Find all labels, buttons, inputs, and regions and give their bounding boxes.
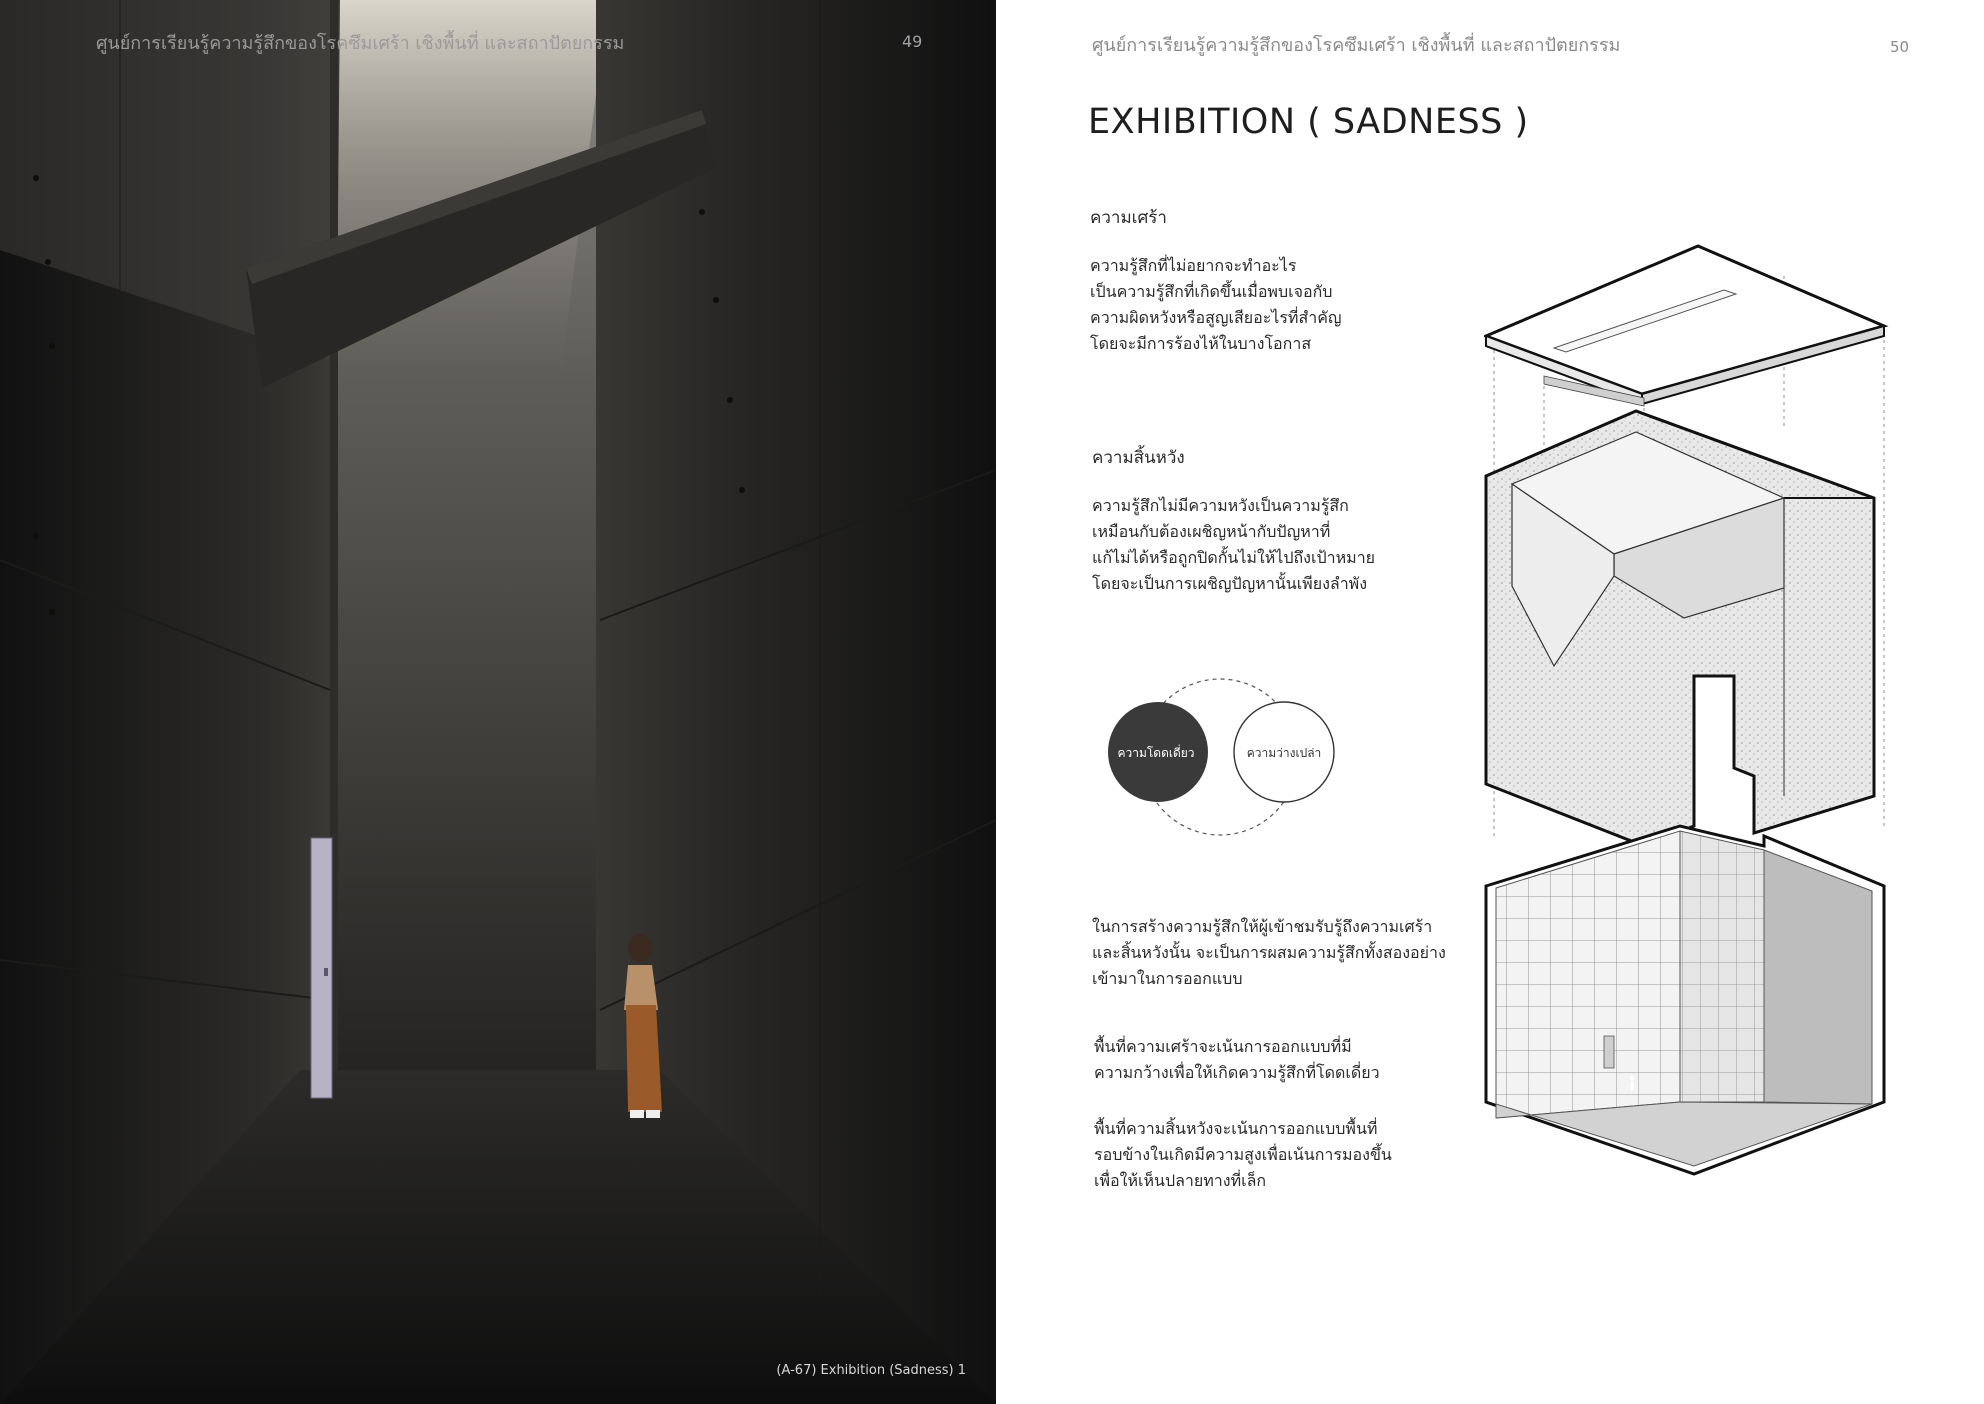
paragraph-sadness-space bbox=[1094, 1034, 1484, 1086]
paragraph-line: เป็นความรู้สึกที่เกิดขึ้นเมื่อพบเจอกับ bbox=[1090, 282, 1333, 301]
exploded-axonometric-diagram bbox=[1484, 236, 1894, 1176]
right-page-number: 50 bbox=[1890, 38, 1910, 56]
right-page bbox=[996, 0, 1984, 1404]
roof-slab bbox=[1486, 246, 1884, 406]
paragraph-line: แก้ไม่ได้หรือถูกปิดกั้นไม่ให้ไปถึงเป้าหมาย bbox=[1092, 548, 1376, 567]
concrete-volume bbox=[1486, 411, 1874, 846]
paragraph-line: ความผิดหวังหรือสูญเสียอะไรที่สำคัญ bbox=[1090, 308, 1342, 327]
section-heading: ความสิ้นหวัง bbox=[1092, 448, 1185, 468]
paragraph-line: ในการสร้างความรู้สึกให้ผู้เข้าชมรับรู้ถึงความเศร้า bbox=[1092, 917, 1433, 936]
paragraph-line: โดยจะมีการร้องไห้ในบางโอกาส bbox=[1090, 334, 1312, 353]
left-page-number: 49 bbox=[902, 32, 923, 51]
section-paragraph bbox=[1090, 253, 1470, 357]
paragraph-design bbox=[1092, 914, 1482, 992]
section-hopeless bbox=[1092, 444, 1482, 597]
paragraph-line: ความรู้สึกที่ไม่อยากจะทำอะไร bbox=[1090, 256, 1297, 275]
paragraph-line: โดยจะเป็นการเผชิญปัญหานั้นเพียงลำพัง bbox=[1092, 574, 1368, 593]
paragraph-line: เหมือนกับต้องเผชิญหน้ากับปัญหาที่ bbox=[1092, 522, 1331, 541]
image-caption: (A-67) Exhibition (Sadness) 1 bbox=[776, 1363, 966, 1378]
paragraph-line: และสิ้นหวังนั้น จะเป็นการผสมความรู้สึกทั้งสองอย่าง bbox=[1092, 943, 1446, 962]
right-running-header: ศูนย์การเรียนรู้ความรู้สึกของโรคซึมเศร้า เชิงพื้นที่ และสถาปัตยกรรม bbox=[1092, 35, 1621, 56]
paragraph-line: เพื่อให้เห็นปลายทางที่เล็ก bbox=[1094, 1171, 1267, 1190]
paragraph-hopeless-space bbox=[1094, 1116, 1484, 1194]
paragraph-line: ความกว้างเพื่อให้เกิดความรู้สึกที่โดดเดี่ยว bbox=[1094, 1063, 1380, 1082]
section-heading: ความเศร้า bbox=[1090, 208, 1167, 228]
section-sadness bbox=[1090, 204, 1470, 357]
venn-label-emptiness: ความว่างเปล่า bbox=[1246, 746, 1322, 760]
section-paragraph bbox=[1092, 493, 1482, 597]
left-running-header: ศูนย์การเรียนรู้ความรู้สึกของโรคซึมเศร้า เชิงพื้นที่ และสถาปัตยกรรม bbox=[96, 33, 625, 54]
venn-label-isolation: ความโดดเดี่ยว bbox=[1117, 746, 1195, 760]
paragraph-line: พื้นที่ความสิ้นหวังจะเน้นการออกแบบพื้นที่ bbox=[1094, 1119, 1378, 1138]
paragraph-line: เข้ามาในการออกแบบ bbox=[1092, 969, 1243, 988]
paragraph-line: พื้นที่ความเศร้าจะเน้นการออกแบบที่มี bbox=[1094, 1037, 1352, 1056]
venn-diagram bbox=[1106, 672, 1366, 842]
page-title: EXHIBITION ( SADNESS ) bbox=[1088, 102, 1529, 142]
paragraph-line: ความรู้สึกไม่มีความหวังเป็นความรู้สึก bbox=[1092, 496, 1349, 515]
paragraph-line: รอบข้างในเกิดมีความสูงเพื่อเน้นการมองขึ้น bbox=[1094, 1145, 1392, 1164]
